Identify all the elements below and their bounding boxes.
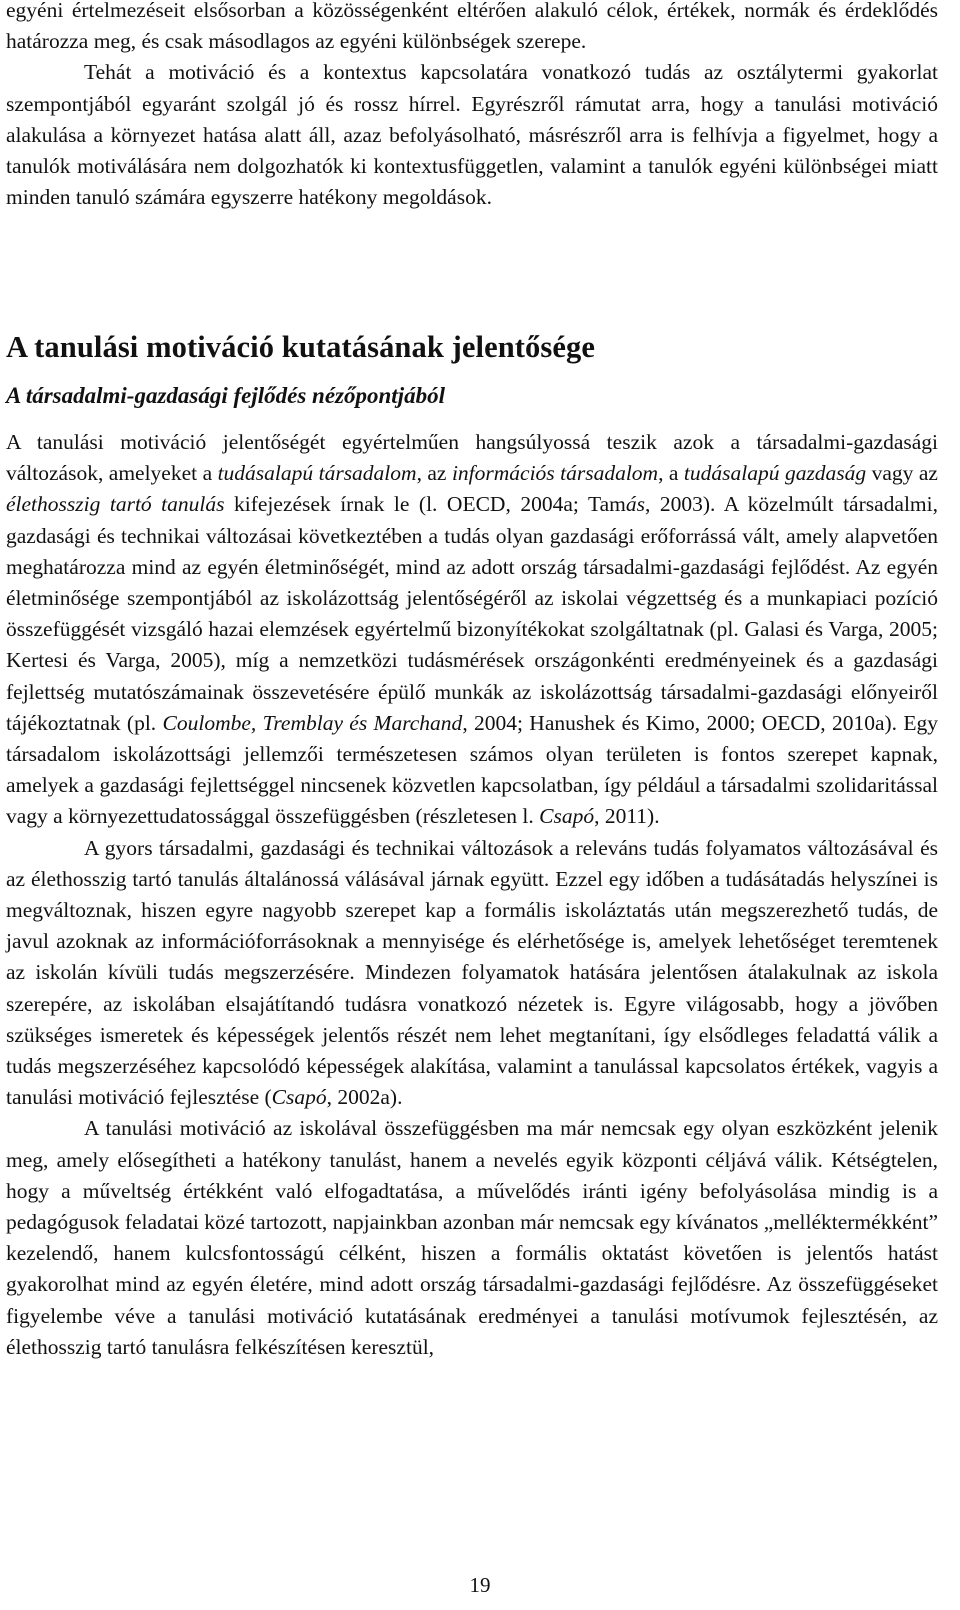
intro-paragraph-1: egyéni értelmezéseit elsősorban a közösségenként eltérően alakuló célok, értékek, normák és érdeklődés határozza meg, és csak másodlagos az egyéni különbségek szerepe. (6, 0, 938, 54)
section-heading: A tanulási motiváció kutatásának jelentősége (6, 330, 595, 364)
body-paragraph-2: A gyors társadalmi, gazdasági és technikai változások a releváns tudás folyamatos változásával és az élethosszig tartó tanulás általánossá válásával járnak együtt. Ezzel egy időben a tudásátadás helyszínei is megváltoznak, hiszen egyre nagyobb szerepet kap a formális iskoláztatás után megszerezhető tudás, de javul azoknak az információforrásoknak a mennyisége és elérhetősége is, amelyek lehetőséget teremtenek az iskolán kívüli tudás megszerzésére. Mindezen folyamatok hatására jelentősen átalakulnak az iskola szerepére, az iskolában elsajátítandó tudásra vonatkozó nézetek is. Egyre világosabb, hogy a jövőben szükséges ismeretek és képességek jelentős részét nem lehet megtanítani, így elsődleges feladattá válik a tudás megszerzéséhez kapcsolódó képességek alakítása, valamint a tanulással kapcsolatos értékek, vagyis a tanulási motiváció fejlesztése (Csapó, 2002a). (6, 835, 938, 1110)
body-paragraph-1: A tanulási motiváció jelentőségét egyértelműen hangsúlyossá teszik azok a társadalmi-gazdasági változások, amelyeket a tudásalapú társadalom, az információs társadalom, a tudásalapú gazdaság vagy az élethosszig tartó tanulás kifejezések írnak le (l. OECD, 2004a; Tamás, 2003). A közelmúlt társadalmi, gazdasági és technikai változásai következtében a tudás olyan gazdasági erőforrássá vált, amely alapvetően meghatározza mind az egyén életminőségét, mind az adott ország társadalmi-gazdasági fejlődést. Az egyén életminősége szempontjából az iskolázottság jelentőségéről az iskolai végzettség és a munkapiaci pozíció összefüggését vizsgáló hazai elemzések egyértelmű bizonyítékokat szolgáltatnak (pl. Galasi és Varga, 2005; Kertesi és Varga, 2005), míg a nemzetközi tudásmérések országonkénti eredményeinek és a gazdasági fejlettség mutatószámainak összevetésére épülő munkák az iskolázottság társadalmi-gazdasági előnyeiről tájékoztatnak (pl. Coulombe, Tremblay és Marchand, 2004; Hanushek és Kimo, 2000; OECD, 2010a). Egy társadalom iskolázottsági jellemzői természetesen számos olyan területen is fontos szerepet kapnak, amelyek a gazdasági fejlettséggel nincsenek közvetlen kapcsolatban, így például a társadalmi szolidaritással vagy a környezettudatossággal összefüggésben (részletesen l. Csapó, 2011). (6, 430, 938, 829)
page-number: 19 (469, 1573, 491, 1597)
section-body (6, 427, 938, 1363)
body-paragraph-3: A tanulási motiváció az iskolával összefüggésben ma már nemcsak egy olyan eszközként jelenik meg, amely elősegítheti a hatékony tanulást, hanem a nevelés egyik központi céljává válik. Kétségtelen, hogy a műveltség értékként való elfogadtatása, a művelődés iránti igény befolyásolása mindig is a pedagógusok feladatai közé tartozott, napjainkban azonban már nemcsak egy kívánatos „melléktermékként” kezelendő, hanem kulcsfontosságú célként, hiszen a formális oktatást követően is jelentős hatást gyakorolhat mind az egyén életére, mind adott ország társadalmi-gazdasági fejlődésre. Az összefüggéseket figyelembe véve a tanulási motiváció kutatásának eredményei a tanulási motívumok fejlesztésén, az élethosszig tartó tanulásra felkészítésen keresztül, (6, 1116, 938, 1359)
intro-paragraph-2: Tehát a motiváció és a kontextus kapcsolatára vonatkozó tudás az osztálytermi gyakorlat szempontjából egyaránt szolgál jó és rossz hírrel. Egyrészről rámutat arra, hogy a tanulási motiváció alakulása a környezet hatása alatt áll, azaz befolyásolható, másrészről arra is felhívja a figyelmet, hogy a tanulók motiválására nem dolgozhatók ki kontextusfüggetlen, valamint a tanulók egyéni különbségei miatt minden tanuló számára egyszerre hatékony megoldások. (6, 60, 938, 210)
intro-block (6, 0, 938, 213)
section-subheading: A társadalmi-gazdasági fejlődés nézőpontjából (6, 383, 445, 408)
